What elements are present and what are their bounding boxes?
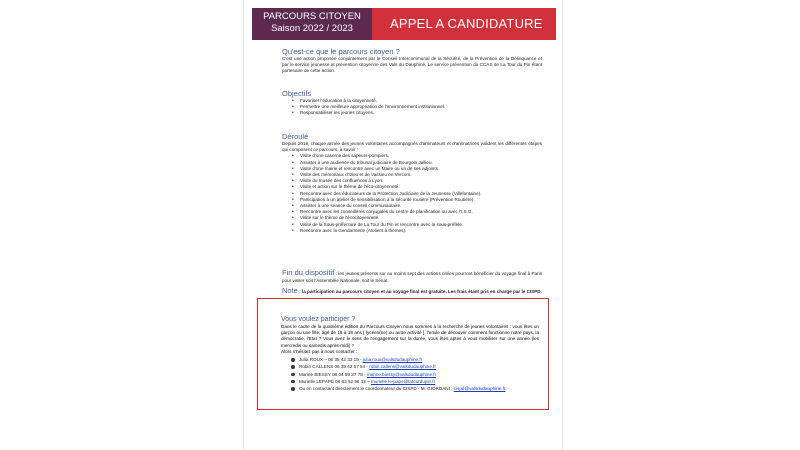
intro-heading: Qu'est-ce que le parcours citoyen ? — [282, 47, 400, 56]
program-title: PARCOURS CITOYEN — [263, 11, 361, 22]
note-text: : la participation au parcours citoyen et au voyage final est gratuite. Les frais étant pris en charge par le CISPD. — [297, 289, 542, 294]
contact-name: Robin CALLENS 06 35 42 57 54 - — [299, 364, 370, 370]
contact-email-link[interactable]: murielle.le-pape@latourdupin.fr — [370, 378, 436, 384]
deroule-heading: Déroulé — [282, 132, 309, 141]
fin-label: Fin du dispositif — [282, 268, 335, 277]
contact-item — [281, 371, 539, 378]
contact-name: Marine BIESSY 06 04 59 27 78 - — [299, 371, 367, 377]
list-item: • Visite des mémoriaux d'Izieu et de Vassieu en Vercors. — [282, 172, 542, 178]
list-item: • Rencontre avec les conseillères conjugales du centre de planification ou avec l'I.S.G. — [282, 209, 542, 215]
note-section — [282, 287, 542, 295]
participer-call: Alors n'hésitez pas à nous contacter : — [281, 348, 358, 354]
list-item: • Visite d'une caserne des sapeurs-pompiers. — [282, 153, 542, 159]
contact-email-link[interactable]: robin.callens@valsdudauphine.fr — [369, 364, 436, 370]
objectifs-section — [282, 89, 542, 117]
fin-section — [282, 269, 542, 284]
fin-text: : les jeunes présents sur au moins sept des actions citées pourront bénéficier du voyage final à Paris pour visiter soit l'Assemblée Nationale, soit le Sénat. — [282, 271, 542, 283]
list-item: • Rencontre avec des éducateurs de la Protection Judiciaire de la Jeunesse (Villefontaine). — [282, 191, 542, 197]
list-item: • Visite d'une mairie et rencontre avec un Maire ou un de ses adjoints. — [282, 166, 542, 172]
program-season: Saison 2022 / 2023 — [271, 23, 353, 34]
participation-box — [257, 298, 549, 410]
intro-text: C'est une action proposée conjointement par le Conseil Intercommunal de la Sécurité, de la Prévention de la Délinquance et par le service jeunesse et prévention citoyenne des Vals du Dauphiné. Le service prévention du CCAS de La Tour du Pin étant partenaire de cette action. — [282, 56, 542, 74]
deroule-text: Depuis 2018, chaque année des jeunes volontaires accompagnés d'animateurs et d'animatrices valident les différentes étapes qui composent ce parcours, à savoir : — [282, 141, 542, 153]
contact-item — [281, 363, 539, 370]
list-item: • Rencontre avec la Gendarmerie (Ateliers à thèmes). — [282, 228, 542, 234]
list-item: • Favoriser l'éducation à la citoyenneté. — [282, 98, 542, 104]
list-item: • Visite sur le thème de l'écocitoyenneté. — [282, 215, 542, 221]
objectifs-heading: Objectifs — [282, 89, 312, 98]
participer-heading: Vous voulez participer ? — [281, 316, 356, 323]
contact-name: Julia ROUX – 06 35 42 33 19 - — [299, 357, 363, 363]
list-item: • Participation à un atelier de sensibilisation à la sécurité routière (Prévention Routière). — [282, 197, 542, 203]
contact-email-link[interactable]: marine.biessy@valsdudauphine.fr — [366, 371, 437, 377]
list-item: • Assister à une audience du tribunal judiciaire de Bourgoin Jallieu. — [282, 160, 542, 166]
participer-text: Dans le cadre de la quatrième édition du Parcours Citoyen nous sommes à la recherche de jeunes volontaires : vous êtes un garçon ou une fille, âgé de 15 à 18 ans [ lycéen(ne) ou autre activité ], l'envie de découvrir comment fonctionne notre pays, la démocratie, l'Etat ? Vous avez le sens de l'engagement sur la durée, vous êtes aptes à vous mobiliser sur une année (les mercredis ou samedis après-midi) ? — [281, 324, 539, 348]
list-item: • Visite de la Sous-préfecture de La Tour du Pin et rencontre avec la sous-préfète. — [282, 222, 542, 228]
contact-item — [281, 378, 539, 385]
list-item: • Visite du musée des confluences à Lyon. — [282, 178, 542, 184]
program-title-block — [252, 8, 372, 40]
contact-name: Murielle LEPAPE 06 83 52 96 12 – — [299, 378, 371, 384]
list-item: • Responsabiliser les jeunes citoyens. — [282, 110, 542, 116]
list-item: • Visite et action sur le thème de l'éco-citoyenneté. — [282, 184, 542, 190]
contact-email-link[interactable]: julia.roux@valsdudauphine.fr — [362, 357, 423, 363]
list-item: • Assister à une séance du conseil communautaire. — [282, 203, 542, 209]
list-item: • Permettre une meilleure appropriation de l'environnement institutionnel. — [282, 104, 542, 110]
contact-list — [281, 356, 539, 392]
contact-item — [281, 356, 539, 363]
contact-email-link[interactable]: cispd@valsdudauphine.fr — [453, 386, 506, 392]
contact-item — [281, 385, 539, 392]
note-label: Note — [282, 286, 298, 295]
intro-section — [282, 47, 542, 75]
deroule-section — [282, 132, 542, 234]
header-banner — [252, 8, 556, 40]
participer-section — [281, 316, 539, 393]
call-for-applications: APPEL A CANDIDATURE — [372, 8, 556, 40]
contact-name: Ou en contactant directement le coordonnateur du CISPD - M. GIORDANI : — [299, 386, 454, 392]
